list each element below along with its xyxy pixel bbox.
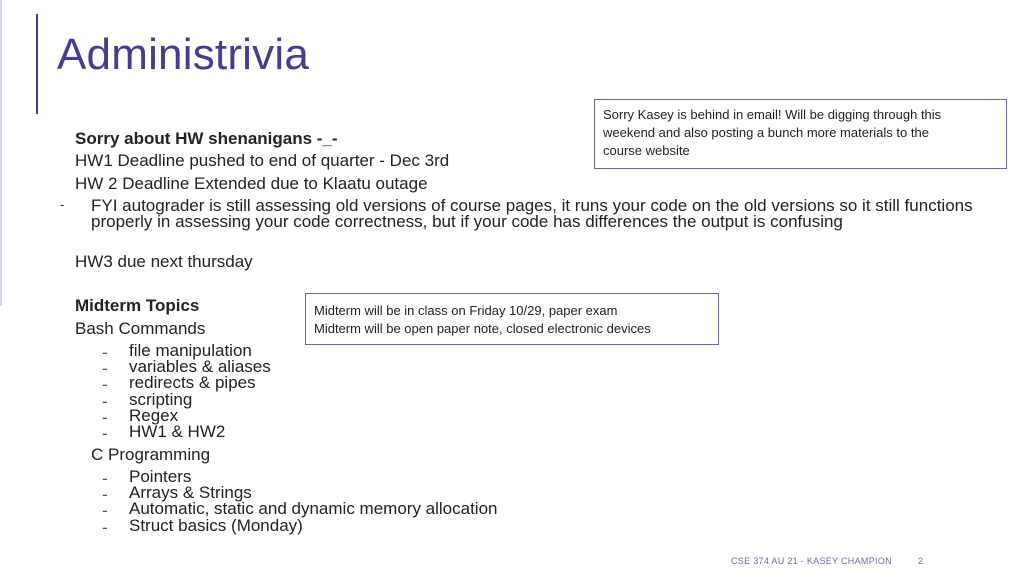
title-accent-line — [36, 14, 38, 114]
midterm-heading: Midterm Topics — [75, 296, 200, 315]
slide-edge-strip — [0, 0, 2, 306]
c-item: Struct basics (Monday) — [129, 516, 303, 535]
bash-item: Regex — [129, 406, 179, 425]
hw-heading: Sorry about HW shenanigans -_- — [75, 129, 338, 148]
c-item: Arrays & Strings — [129, 483, 252, 502]
c-item: Automatic, static and dynamic memory allocation — [129, 499, 498, 518]
c-heading: C Programming — [91, 445, 211, 464]
bullet-dash: - — [102, 518, 108, 537]
bullet-dash: - — [102, 424, 108, 443]
bullet-dash: - — [102, 343, 108, 362]
email-callout-line: course website — [603, 143, 690, 158]
bullet-dash: - — [102, 501, 108, 520]
midterm-callout-line: Midterm will be open paper note, closed electronic devices — [314, 321, 651, 336]
bash-heading: Bash Commands — [75, 319, 206, 338]
midterm-callout-line: Midterm will be in class on Friday 10/29, paper exam — [314, 303, 618, 318]
bullet-dash: - — [102, 469, 108, 488]
bash-item: variables & aliases — [129, 357, 271, 376]
bullet-dash: - — [102, 485, 108, 504]
bullet-dash: - — [60, 197, 65, 212]
bash-item: file manipulation — [129, 341, 252, 360]
bash-item: redirects & pipes — [129, 373, 256, 392]
fyi-bullet-text: FYI autograder is still assessing old versions of course pages, it runs your code on the old versions so it still functions properly in assessing your code correctness, but if your code has differences the output is confusing — [91, 196, 973, 231]
bullet-dash: - — [102, 408, 108, 427]
page-number: 2 — [918, 556, 924, 566]
email-callout-line: weekend and also posting a bunch more materials to the — [603, 125, 929, 140]
hw-line: HW1 Deadline pushed to end of quarter - Dec 3rd — [75, 151, 450, 170]
slide-title: Administrivia — [57, 30, 309, 79]
bullet-dash: - — [102, 375, 108, 394]
email-callout-box — [594, 99, 1007, 169]
midterm-callout-box — [305, 293, 719, 345]
hw-line: HW 2 Deadline Extended due to Klaatu outage — [75, 174, 428, 193]
bash-item: scripting — [129, 390, 193, 409]
footer-course-label: CSE 374 AU 21 - KASEY CHAMPION — [731, 556, 892, 566]
bash-item: HW1 & HW2 — [129, 422, 226, 441]
c-item: Pointers — [129, 467, 192, 486]
hw3-line: HW3 due next thursday — [75, 252, 253, 271]
email-callout-line: Sorry Kasey is behind in email! Will be digging through this — [603, 107, 942, 122]
bullet-dash: - — [102, 392, 108, 411]
bullet-dash: - — [102, 359, 108, 378]
